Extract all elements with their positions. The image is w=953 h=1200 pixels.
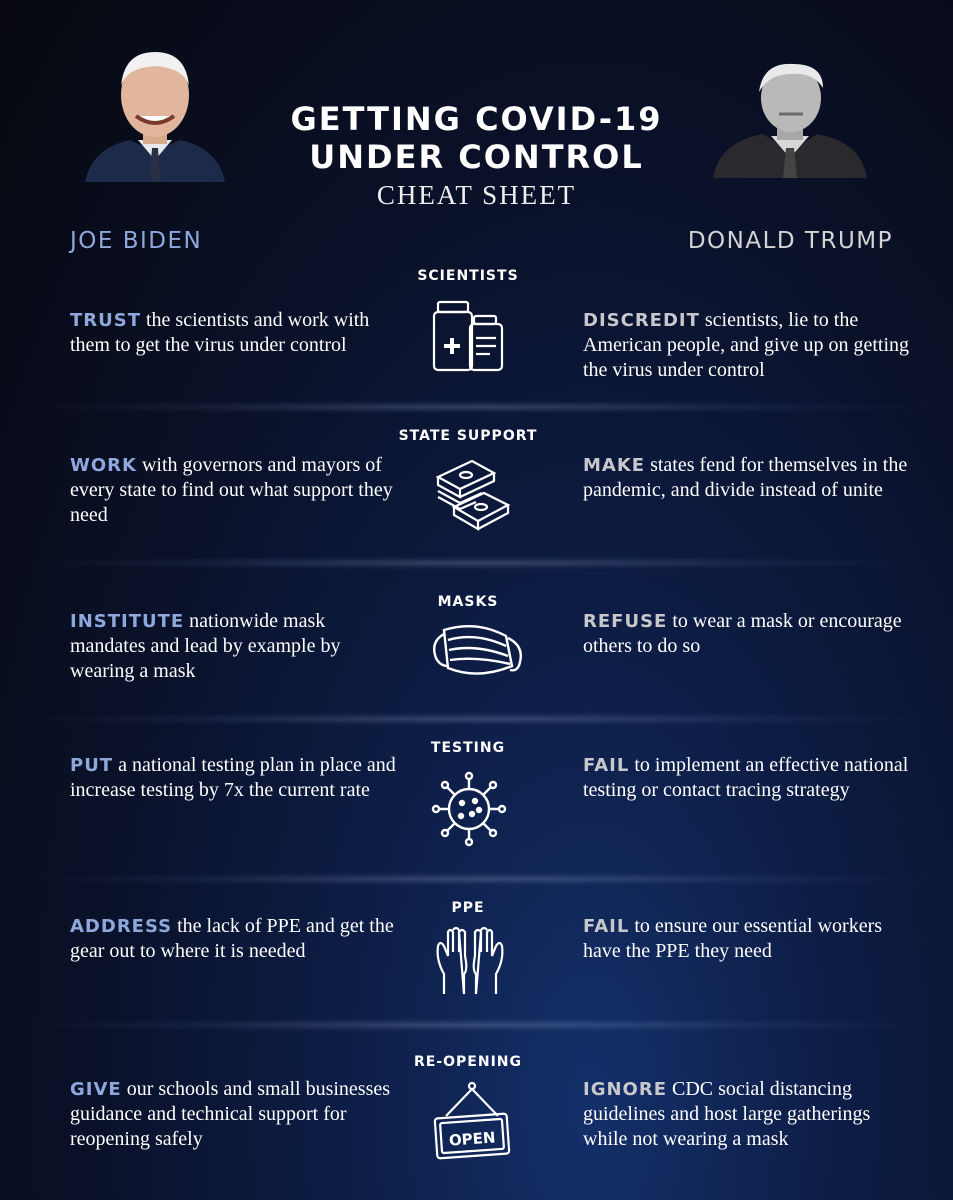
right-text-ppe: FAIL to ensure our essential workers have the PPE they need <box>583 915 883 962</box>
left-text-re-opening: GIVE our schools and small businesses guidance and technical support for reopening safely <box>70 1078 391 1150</box>
topic-testing: TESTING <box>430 740 506 756</box>
money-stacks-icon <box>432 455 512 535</box>
open-sign-icon <box>430 1080 514 1164</box>
row-divider <box>20 872 933 886</box>
row-divider <box>20 556 933 570</box>
face-mask-icon <box>428 620 524 682</box>
row-divider <box>20 400 933 414</box>
page-title: GETTING COVID-19 UNDER CONTROL <box>290 100 663 176</box>
left-candidate-name: JOE BIDEN <box>70 228 203 254</box>
left-text-ppe: ADDRESS the lack of PPE and get the gear out to where it is needed <box>70 915 394 962</box>
left-text-scientists: TRUST the scientists and work with them to get the virus under control <box>70 309 370 356</box>
medicine-bottles-icon <box>430 298 506 374</box>
topic-re-opening: RE-OPENING <box>413 1054 522 1070</box>
topic-state-support: STATE SUPPORT <box>398 428 538 444</box>
row-divider <box>20 712 933 726</box>
left-text-testing: PUT a national testing plan in place and increase testing by 7x the current rate <box>70 754 396 801</box>
row-divider <box>20 1018 933 1032</box>
biden-portrait <box>80 40 230 182</box>
topic-ppe: PPE <box>451 900 485 916</box>
right-candidate-name: DONALD TRUMP <box>687 228 893 254</box>
gloves-icon <box>434 924 506 996</box>
right-text-state-support: MAKE states fend for themselves in the pandemic, and divide instead of unite <box>583 454 908 501</box>
left-text-state-support: WORK with governors and mayors of every state to find out what support they need <box>70 454 393 526</box>
right-text-testing: FAIL to implement an effective national testing or contact tracing strategy <box>583 754 909 801</box>
page-subtitle: CHEAT SHEET <box>376 180 577 210</box>
virus-icon <box>430 770 508 848</box>
topic-masks: MASKS <box>437 594 499 610</box>
right-text-scientists: DISCREDIT scientists, lie to the American people, and give up on getting the virus under control <box>583 309 910 381</box>
right-text-re-opening: IGNORE CDC social distancing guidelines and host large gatherings while not wearing a mask <box>583 1078 871 1150</box>
right-text-masks: REFUSE to wear a mask or encourage others to do so <box>583 610 902 657</box>
left-text-masks: INSTITUTE nationwide mask mandates and lead by example by wearing a mask <box>70 610 341 682</box>
trump-portrait <box>705 58 875 178</box>
svg-text:OPEN: OPEN <box>448 1128 497 1150</box>
topic-scientists: SCIENTISTS <box>417 268 519 284</box>
